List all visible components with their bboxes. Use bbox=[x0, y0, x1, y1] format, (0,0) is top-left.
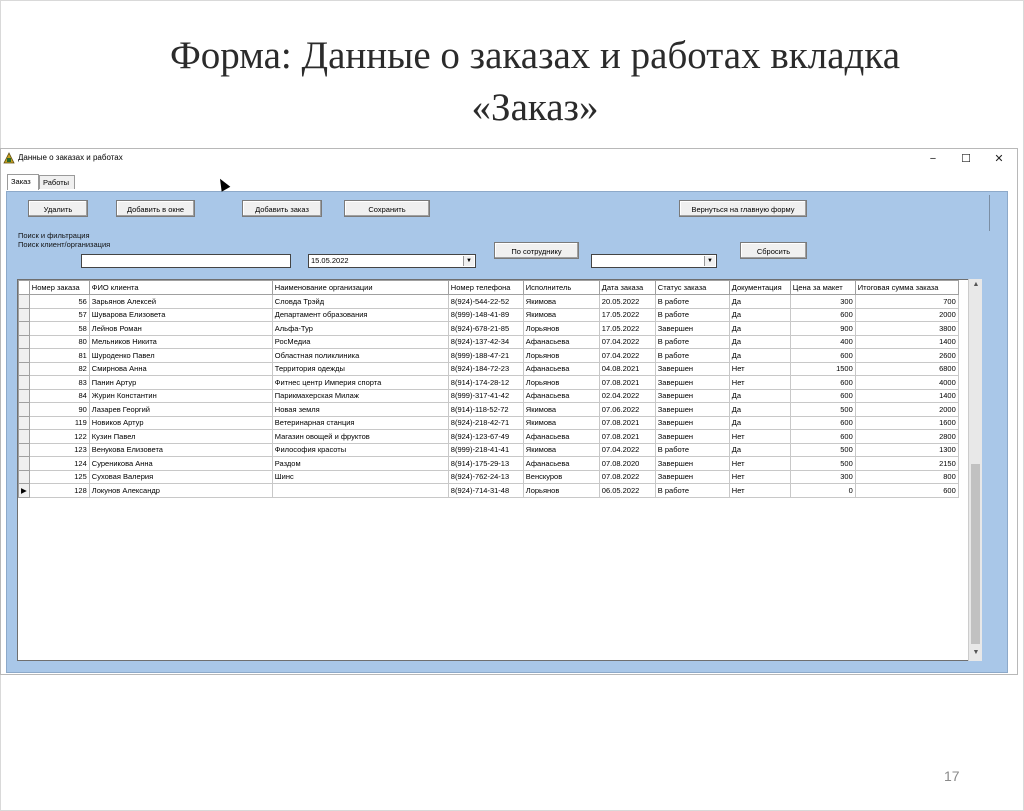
table-cell[interactable]: 600 bbox=[855, 484, 958, 498]
table-cell[interactable]: Лорьянов bbox=[523, 322, 599, 336]
table-cell[interactable]: Завершен bbox=[655, 430, 729, 444]
table-cell[interactable]: Завершен bbox=[655, 376, 729, 390]
table-cell[interactable]: 8(999)-188-47-21 bbox=[448, 349, 523, 363]
table-row[interactable] bbox=[19, 430, 959, 444]
table-cell[interactable]: 500 bbox=[790, 403, 855, 417]
table-row[interactable] bbox=[19, 335, 959, 349]
table-row[interactable] bbox=[19, 470, 959, 484]
table-cell[interactable]: Областная поликлиника bbox=[272, 349, 448, 363]
table-cell[interactable]: 8(924)-714-31-48 bbox=[448, 484, 523, 498]
table-cell[interactable]: 07.04.2022 bbox=[599, 349, 655, 363]
table-cell[interactable]: 300 bbox=[790, 470, 855, 484]
table-cell[interactable]: Ветеринарная станция bbox=[272, 416, 448, 430]
date-picker[interactable] bbox=[308, 254, 476, 268]
chevron-down-icon[interactable]: ▼ bbox=[704, 256, 715, 266]
table-cell[interactable]: 2000 bbox=[855, 308, 958, 322]
table-cell[interactable]: 0 bbox=[790, 484, 855, 498]
column-header[interactable]: Цена за макет bbox=[790, 281, 855, 295]
table-cell[interactable]: 600 bbox=[790, 430, 855, 444]
slide-title-line2: «Заказ» bbox=[471, 86, 599, 129]
table-cell[interactable]: 17.05.2022 bbox=[599, 322, 655, 336]
table-cell[interactable]: Венскуров bbox=[523, 470, 599, 484]
table-cell[interactable]: Завершен bbox=[655, 362, 729, 376]
table-cell[interactable]: 4000 bbox=[855, 376, 958, 390]
table-cell[interactable]: 83 bbox=[29, 376, 89, 390]
table-cell[interactable]: 122 bbox=[29, 430, 89, 444]
table-cell[interactable]: Да bbox=[729, 335, 790, 349]
row-indicator[interactable] bbox=[19, 376, 30, 390]
table-cell[interactable]: 07.08.2022 bbox=[599, 470, 655, 484]
table-row[interactable] bbox=[19, 389, 959, 403]
row-indicator[interactable] bbox=[19, 443, 30, 457]
table-cell[interactable]: 07.08.2021 bbox=[599, 416, 655, 430]
table-cell[interactable]: 123 bbox=[29, 443, 89, 457]
reset-button[interactable]: Сбросить bbox=[740, 242, 807, 259]
table-cell[interactable]: 8(924)-184-72-23 bbox=[448, 362, 523, 376]
table-cell[interactable]: 800 bbox=[855, 470, 958, 484]
table-cell[interactable]: Шуроденко Павел bbox=[89, 349, 272, 363]
table-cell[interactable]: 500 bbox=[790, 457, 855, 471]
table-cell[interactable]: Философия красоты bbox=[272, 443, 448, 457]
table-cell[interactable]: Словда Трэйд bbox=[272, 295, 448, 309]
table-row[interactable] bbox=[19, 295, 959, 309]
table-row[interactable] bbox=[19, 362, 959, 376]
slide-title bbox=[100, 30, 970, 134]
table-cell[interactable]: 82 bbox=[29, 362, 89, 376]
table-cell[interactable]: Нет bbox=[729, 430, 790, 444]
table-cell[interactable]: Департамент образования bbox=[272, 308, 448, 322]
table-cell[interactable]: Альфа-Тур bbox=[272, 322, 448, 336]
table-row[interactable] bbox=[19, 416, 959, 430]
table-cell[interactable]: Якимова bbox=[523, 308, 599, 322]
table-cell[interactable]: 81 bbox=[29, 349, 89, 363]
table-cell[interactable]: Завершен bbox=[655, 470, 729, 484]
table-cell[interactable]: 2000 bbox=[855, 403, 958, 417]
table-cell[interactable]: Да bbox=[729, 416, 790, 430]
column-header[interactable]: Документация bbox=[729, 281, 790, 295]
table-cell[interactable]: 3800 bbox=[855, 322, 958, 336]
table-cell[interactable]: 600 bbox=[790, 308, 855, 322]
table-cell[interactable]: Да bbox=[729, 389, 790, 403]
table-cell[interactable]: 56 bbox=[29, 295, 89, 309]
table-cell[interactable]: 1300 bbox=[855, 443, 958, 457]
table-cell[interactable]: Территория одежды bbox=[272, 362, 448, 376]
table-cell[interactable]: 07.08.2021 bbox=[599, 430, 655, 444]
table-cell[interactable]: Суховая Валерия bbox=[89, 470, 272, 484]
table-cell[interactable]: 06.05.2022 bbox=[599, 484, 655, 498]
table-cell[interactable]: 8(914)-175-29-13 bbox=[448, 457, 523, 471]
app-icon bbox=[3, 152, 15, 164]
table-cell[interactable]: Лорьянов bbox=[523, 484, 599, 498]
table-cell[interactable]: 07.04.2022 bbox=[599, 335, 655, 349]
table-cell[interactable]: 57 bbox=[29, 308, 89, 322]
vertical-scrollbar[interactable] bbox=[968, 279, 982, 661]
table-cell[interactable]: 1400 bbox=[855, 335, 958, 349]
row-indicator[interactable]: ▶ bbox=[19, 484, 30, 498]
table-cell[interactable]: Завершен bbox=[655, 322, 729, 336]
table-cell[interactable]: 6800 bbox=[855, 362, 958, 376]
table-cell[interactable]: Лазарев Георгий bbox=[89, 403, 272, 417]
table-cell[interactable]: Фитнес центр Империя спорта bbox=[272, 376, 448, 390]
table-cell[interactable]: 128 bbox=[29, 484, 89, 498]
table-cell[interactable]: Завершен bbox=[655, 416, 729, 430]
table-cell[interactable]: Лейнов Роман bbox=[89, 322, 272, 336]
table-cell[interactable]: 2600 bbox=[855, 349, 958, 363]
table-cell[interactable]: Да bbox=[729, 349, 790, 363]
row-indicator[interactable] bbox=[19, 295, 30, 309]
table-cell[interactable]: Якимова bbox=[523, 443, 599, 457]
row-indicator[interactable] bbox=[19, 470, 30, 484]
table-row[interactable] bbox=[19, 308, 959, 322]
table-cell[interactable]: Лорьянов bbox=[523, 349, 599, 363]
table-cell[interactable]: Магазин овощей и фруктов bbox=[272, 430, 448, 444]
table-cell[interactable]: Шинс bbox=[272, 470, 448, 484]
table-cell[interactable]: 90 bbox=[29, 403, 89, 417]
row-indicator[interactable] bbox=[19, 362, 30, 376]
row-indicator[interactable] bbox=[19, 403, 30, 417]
table-cell[interactable]: Смирнова Анна bbox=[89, 362, 272, 376]
table-cell[interactable]: 8(914)-174-28-12 bbox=[448, 376, 523, 390]
table-cell[interactable]: В работе bbox=[655, 349, 729, 363]
add-in-window-button[interactable]: Добавить в окне bbox=[116, 200, 195, 217]
table-cell[interactable]: 125 bbox=[29, 470, 89, 484]
row-indicator[interactable] bbox=[19, 389, 30, 403]
table-cell[interactable]: 20.05.2022 bbox=[599, 295, 655, 309]
table-cell[interactable]: Новая земля bbox=[272, 403, 448, 417]
table-cell[interactable] bbox=[272, 484, 448, 498]
table-row[interactable] bbox=[19, 457, 959, 471]
column-header[interactable]: Исполнитель bbox=[523, 281, 599, 295]
table-cell[interactable]: 8(999)-317-41-42 bbox=[448, 389, 523, 403]
table-cell[interactable]: Да bbox=[729, 308, 790, 322]
row-indicator[interactable] bbox=[19, 322, 30, 336]
table-cell[interactable]: 58 bbox=[29, 322, 89, 336]
row-indicator-header bbox=[19, 281, 30, 295]
table-cell[interactable]: 8(924)-678-21-85 bbox=[448, 322, 523, 336]
table-cell[interactable]: Зарьянов Алексей bbox=[89, 295, 272, 309]
table-cell[interactable]: Нет bbox=[729, 376, 790, 390]
row-indicator[interactable] bbox=[19, 457, 30, 471]
row-indicator[interactable] bbox=[19, 349, 30, 363]
table-cell[interactable]: В работе bbox=[655, 335, 729, 349]
table-cell[interactable]: 04.08.2021 bbox=[599, 362, 655, 376]
table-cell[interactable]: Нет bbox=[729, 484, 790, 498]
table-header-row bbox=[19, 281, 959, 295]
table-cell[interactable]: В работе bbox=[655, 308, 729, 322]
table-cell[interactable]: В работе bbox=[655, 443, 729, 457]
app-window bbox=[0, 148, 1018, 675]
table-cell[interactable]: Афанасьева bbox=[523, 430, 599, 444]
search-label: Поиск клиент/организация bbox=[18, 240, 111, 249]
table-cell[interactable]: 8(924)-137-42-34 bbox=[448, 335, 523, 349]
page-number: 17 bbox=[944, 768, 960, 784]
employee-select[interactable] bbox=[591, 254, 717, 268]
table-cell[interactable]: 400 bbox=[790, 335, 855, 349]
table-cell[interactable]: Афанасьева bbox=[523, 362, 599, 376]
row-indicator[interactable] bbox=[19, 430, 30, 444]
table-cell[interactable]: Венукова Елизовета bbox=[89, 443, 272, 457]
table-cell[interactable]: 2150 bbox=[855, 457, 958, 471]
table-cell[interactable]: Якимова bbox=[523, 295, 599, 309]
column-header[interactable]: Дата заказа bbox=[599, 281, 655, 295]
table-cell[interactable]: Парикмахерская Милаж bbox=[272, 389, 448, 403]
table-row[interactable] bbox=[19, 322, 959, 336]
column-header[interactable]: Статус заказа bbox=[655, 281, 729, 295]
table-cell[interactable]: 84 bbox=[29, 389, 89, 403]
table-cell[interactable]: 600 bbox=[790, 389, 855, 403]
table-cell[interactable]: Мельников Никита bbox=[89, 335, 272, 349]
table-row[interactable] bbox=[19, 443, 959, 457]
table-cell[interactable]: Завершен bbox=[655, 389, 729, 403]
table-cell[interactable]: 1500 bbox=[790, 362, 855, 376]
table-cell[interactable]: Да bbox=[729, 443, 790, 457]
table-cell[interactable]: 07.04.2022 bbox=[599, 443, 655, 457]
table-cell[interactable]: Завершен bbox=[655, 457, 729, 471]
table-cell[interactable]: Якимова bbox=[523, 416, 599, 430]
table-cell[interactable]: Локунов Александр bbox=[89, 484, 272, 498]
search-input[interactable] bbox=[81, 254, 291, 268]
table-cell[interactable]: 900 bbox=[790, 322, 855, 336]
table-cell[interactable]: Кузин Павел bbox=[89, 430, 272, 444]
table-cell[interactable]: В работе bbox=[655, 295, 729, 309]
column-header[interactable]: Номер телефона bbox=[448, 281, 523, 295]
table-cell[interactable]: 8(914)-118-52-72 bbox=[448, 403, 523, 417]
add-order-button[interactable]: Добавить заказ bbox=[242, 200, 322, 217]
maximize-button[interactable]: ☐ bbox=[961, 153, 971, 165]
table-row[interactable] bbox=[19, 484, 959, 498]
table-cell[interactable]: Шуварова Елизовета bbox=[89, 308, 272, 322]
delete-button[interactable]: Удалить bbox=[28, 200, 88, 217]
back-to-main-button[interactable]: Вернуться на главную форму bbox=[679, 200, 807, 217]
window-title: Данные о заказах и работах bbox=[18, 153, 123, 162]
table-row[interactable] bbox=[19, 349, 959, 363]
orders-grid[interactable] bbox=[17, 279, 977, 661]
table-cell[interactable]: Да bbox=[729, 295, 790, 309]
minimize-button[interactable]: − bbox=[929, 153, 937, 165]
table-cell[interactable]: Завершен bbox=[655, 403, 729, 417]
table-cell[interactable]: Панин Артур bbox=[89, 376, 272, 390]
table-cell[interactable]: 124 bbox=[29, 457, 89, 471]
date-value: 15.05.2022 bbox=[311, 256, 349, 265]
table-cell[interactable]: 07.06.2022 bbox=[599, 403, 655, 417]
tab-order[interactable]: Заказ bbox=[7, 174, 39, 190]
scroll-down-icon[interactable]: ▼ bbox=[972, 649, 980, 656]
table-cell[interactable]: Нет bbox=[729, 457, 790, 471]
table-cell[interactable]: Журин Константин bbox=[89, 389, 272, 403]
table-cell[interactable]: 2800 bbox=[855, 430, 958, 444]
tab-works[interactable]: Работы bbox=[39, 175, 75, 189]
column-header[interactable]: Итоговая сумма заказа bbox=[855, 281, 958, 295]
order-panel bbox=[6, 191, 1008, 673]
window-titlebar[interactable] bbox=[1, 149, 1017, 169]
row-indicator[interactable] bbox=[19, 308, 30, 322]
table-cell[interactable]: 8(999)-148-41-89 bbox=[448, 308, 523, 322]
table-cell[interactable]: 600 bbox=[790, 416, 855, 430]
table-cell[interactable]: В работе bbox=[655, 484, 729, 498]
table-cell[interactable]: 500 bbox=[790, 443, 855, 457]
table-row[interactable] bbox=[19, 376, 959, 390]
orders-table bbox=[18, 280, 959, 498]
table-cell[interactable]: Новиков Артур bbox=[89, 416, 272, 430]
table-cell[interactable]: 8(924)-218-42-71 bbox=[448, 416, 523, 430]
table-cell[interactable]: 8(999)-218-41-41 bbox=[448, 443, 523, 457]
save-button[interactable]: Сохранить bbox=[344, 200, 430, 217]
table-cell[interactable]: 600 bbox=[790, 349, 855, 363]
table-cell[interactable]: Якимова bbox=[523, 403, 599, 417]
column-header[interactable]: Наименование организации bbox=[272, 281, 448, 295]
table-cell[interactable]: Нет bbox=[729, 362, 790, 376]
table-cell[interactable]: 8(924)-762-24-13 bbox=[448, 470, 523, 484]
table-cell[interactable]: 17.05.2022 bbox=[599, 308, 655, 322]
row-indicator[interactable] bbox=[19, 335, 30, 349]
row-indicator[interactable] bbox=[19, 416, 30, 430]
table-cell[interactable]: Раздом bbox=[272, 457, 448, 471]
filter-group-label: Поиск и фильтрация bbox=[18, 231, 90, 240]
close-button[interactable]: ✕ bbox=[994, 153, 1004, 165]
table-cell[interactable]: 8(924)-544-22-52 bbox=[448, 295, 523, 309]
table-cell[interactable]: 1400 bbox=[855, 389, 958, 403]
table-cell[interactable]: Суреникова Анна bbox=[89, 457, 272, 471]
chevron-down-icon[interactable]: ▼ bbox=[463, 256, 474, 266]
table-cell[interactable]: 07.08.2020 bbox=[599, 457, 655, 471]
table-cell[interactable]: 700 bbox=[855, 295, 958, 309]
column-header[interactable]: ФИО клиента bbox=[89, 281, 272, 295]
table-cell[interactable]: Да bbox=[729, 322, 790, 336]
table-cell[interactable]: 02.04.2022 bbox=[599, 389, 655, 403]
table-cell[interactable]: 8(924)-123-67-49 bbox=[448, 430, 523, 444]
table-cell[interactable]: Да bbox=[729, 403, 790, 417]
table-cell[interactable]: 1600 bbox=[855, 416, 958, 430]
table-cell[interactable]: Афанасьева bbox=[523, 457, 599, 471]
table-cell[interactable]: 07.08.2021 bbox=[599, 376, 655, 390]
table-cell[interactable]: 300 bbox=[790, 295, 855, 309]
table-cell[interactable]: 119 bbox=[29, 416, 89, 430]
scroll-up-icon[interactable]: ▲ bbox=[972, 281, 980, 288]
scroll-thumb[interactable] bbox=[971, 464, 980, 644]
slide-title-line1: Форма: Данные о заказах и работах вкладка bbox=[169, 34, 901, 77]
table-cell[interactable]: Нет bbox=[729, 470, 790, 484]
table-cell[interactable]: РосМедиа bbox=[272, 335, 448, 349]
table-cell[interactable]: 600 bbox=[790, 376, 855, 390]
table-cell[interactable]: 80 bbox=[29, 335, 89, 349]
table-row[interactable] bbox=[19, 403, 959, 417]
table-cell[interactable]: Афанасьева bbox=[523, 389, 599, 403]
table-cell[interactable]: Лорьянов bbox=[523, 376, 599, 390]
table-body bbox=[19, 295, 959, 498]
column-header[interactable]: Номер заказа bbox=[29, 281, 89, 295]
table-cell[interactable]: Афанасьева bbox=[523, 335, 599, 349]
by-employee-button[interactable]: По сотруднику bbox=[494, 242, 579, 259]
